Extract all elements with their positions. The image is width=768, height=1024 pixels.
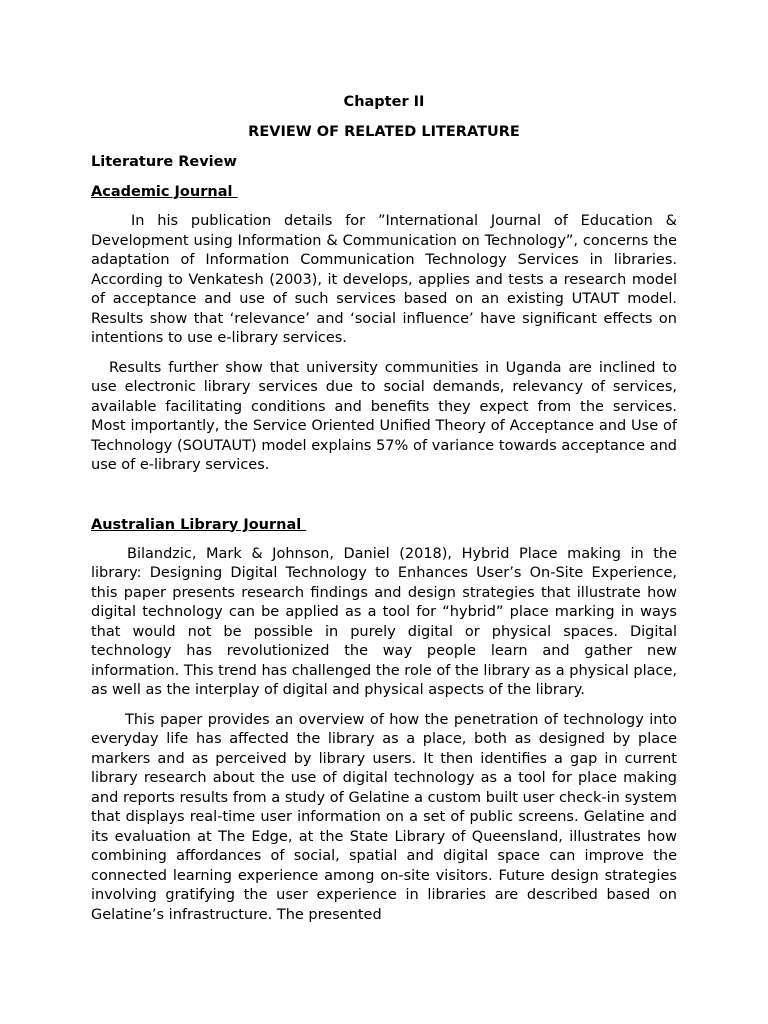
journal-title: Australian Library Journal xyxy=(91,516,307,533)
section-title: Literature Review xyxy=(91,154,237,170)
journal-title: Academic Journal xyxy=(91,184,238,200)
journal-section-academic xyxy=(91,182,677,476)
paragraph: In his publication details for ”International Journal of Education & Development using Information & Communication on Technology”, concerns the adaptation of Information Communication Technology Services in libraries. According to Venkatesh (2003), it develops, applies and tests a research model of acceptance and use of such services based on an existing UTAUT model. Results show that ‘relevance’ and ‘social influence’ have significant effects on intentions to use e-library services. xyxy=(91,213,677,346)
paragraph: Bilandzic, Mark & Johnson, Daniel (2018), Hybrid Place making in the library: Designing Digital Technology to Enhances User’s On-Site Experience, this paper presents research findings and design strategies that illustrate how digital technology can be applied as a tool for “hybrid” place marking in ways that would not be possible in purely digital or physical spaces. Digital technology has revolutionized the way people learn and gather new information. This trend has challenged the role of the library as a physical place, as well as the interplay of digital and physical aspects of the library. xyxy=(91,545,677,698)
paragraph: Results further show that university communities in Uganda are inclined to use electronic library services due to social demands, relevancy of services, available facilitating conditions and benefits they expect from the services. Most importantly, the Service Oriented Unified Theory of Acceptance and Use of Technology (SOUTAUT) model explains 57% of variance towards acceptance and use of e-library services. xyxy=(91,359,677,473)
journal-section-australian xyxy=(91,515,677,926)
page-content xyxy=(91,92,677,925)
paragraph: This paper provides an overview of how the penetration of technology into everyday life has affected the library as a place, both as designed by place markers and as perceived by library users. It then identifies a gap in current library research about the use of digital technology as a tool for place making and reports results from a study of Gelatine a custom built user check-in system that displays real-time user information on a set of public screens. Gelatine and its evaluation at The Edge, at the State Library of Queensland, illustrates how combining affordances of social, spatial and digital space can improve the connected learning experience among on-site visitors. Future design strategies involving gratifying the user experience in libraries are described based on Gelatine’s infrastructure. The presented xyxy=(91,711,677,923)
chapter-number: Chapter II xyxy=(343,94,425,110)
chapter-title: REVIEW OF RELATED LITERATURE xyxy=(248,124,520,140)
